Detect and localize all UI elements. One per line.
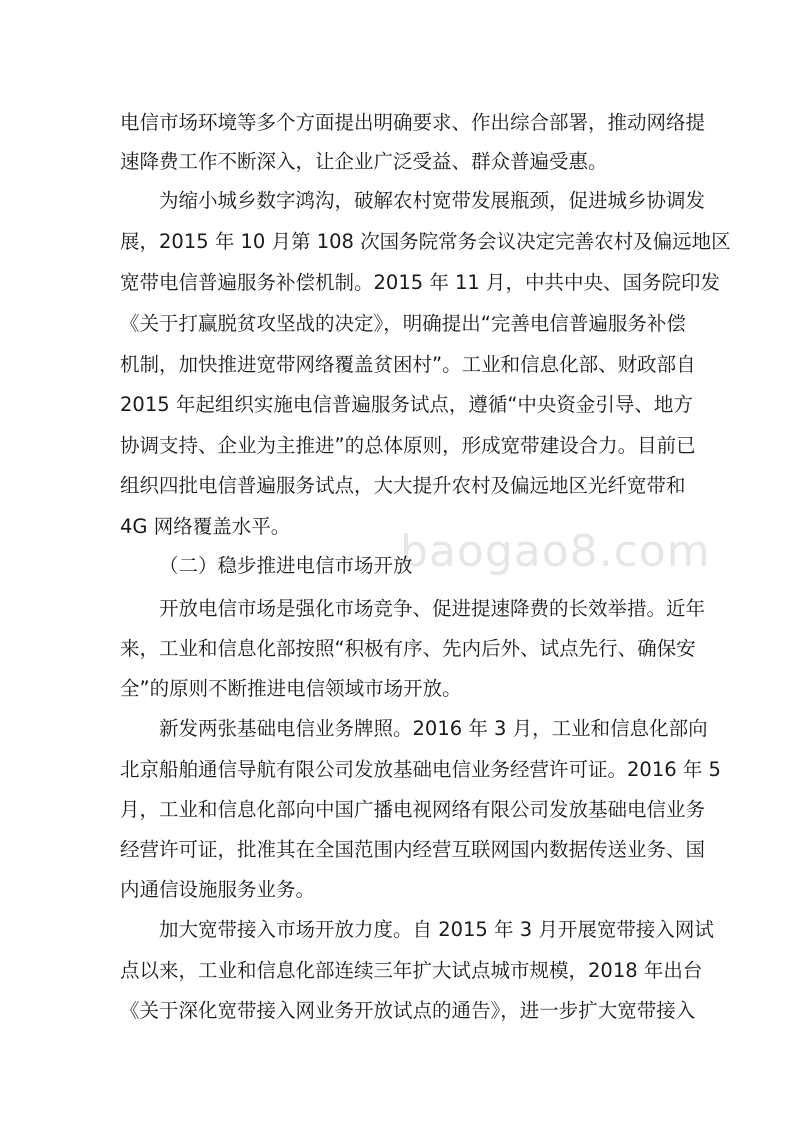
text-line: 电信市场环境等多个方面提出明确要求、作出综合部署，推动网络提 bbox=[120, 111, 706, 134]
text-line: 来，工业和信息化部按照“积极有序、先内后外、试点先行、确保安 bbox=[120, 637, 696, 660]
text-line: 宽带电信普遍服务补偿机制。2015 年 11 月，中共中央、国务院印发 bbox=[120, 271, 721, 294]
text-line: 速降费工作不断深入，让企业广泛受益、群众普遍受惠。 bbox=[120, 150, 608, 173]
text-line: 开放电信市场是强化市场竞争、促进提速降费的长效举措。近年 bbox=[159, 597, 706, 620]
section-heading: （二）稳步推进电信市场开放 bbox=[159, 554, 413, 577]
watermark: baogao8.com bbox=[400, 526, 711, 577]
text-line: 展，2015 年 10 月第 108 次国务院常务会议决定完善农村及偏远地区 bbox=[120, 230, 731, 253]
text-line: 4G 网络覆盖水平。 bbox=[120, 515, 291, 538]
text-line: 全”的原则不断推进电信领域市场开放。 bbox=[120, 677, 462, 700]
text-line: 《关于深化宽带接入网业务开放试点的通告》，进一步扩大宽带接入 bbox=[120, 999, 696, 1022]
text-line: 北京船舶通信导航有限公司发放基础电信业务经营许可证。2016 年 5 bbox=[120, 758, 721, 781]
text-line: 机制，加快推进宽带网络覆盖贫困村”。工业和信息化部、财政部自 bbox=[120, 353, 696, 376]
text-line: 《关于打赢脱贫攻坚战的决定》，明确提出“完善电信普遍服务补偿 bbox=[120, 312, 686, 335]
text-line: 组织四批电信普遍服务试点，大大提升农村及偏远地区光纤宽带和 bbox=[120, 474, 686, 497]
text-line: 内通信设施服务业务。 bbox=[120, 878, 316, 901]
text-line: 2015 年起组织实施电信普遍服务试点，遵循“中央资金引导、地方 bbox=[120, 393, 693, 416]
text-line: 为缩小城乡数字鸿沟，破解农村宽带发展瓶颈，促进城乡协调发 bbox=[159, 189, 706, 212]
text-line: 点以来，工业和信息化部连续三年扩大试点城市规模，2018 年出台 bbox=[120, 959, 703, 982]
text-line: 新发两张基础电信业务牌照。2016 年 3 月，工业和信息化部向 bbox=[159, 717, 708, 740]
text-line: 加大宽带接入市场开放力度。自 2015 年 3 月开展宽带接入网试 bbox=[159, 918, 714, 941]
text-line: 经营许可证，批准其在全国范围内经营互联网国内数据传送业务、国 bbox=[120, 838, 706, 861]
text-line: 协调支持、企业为主推进”的总体原则，形成宽带建设合力。目前已 bbox=[120, 434, 696, 457]
text-line: 月，工业和信息化部向中国广播电视网络有限公司发放基础电信业务 bbox=[120, 798, 706, 821]
